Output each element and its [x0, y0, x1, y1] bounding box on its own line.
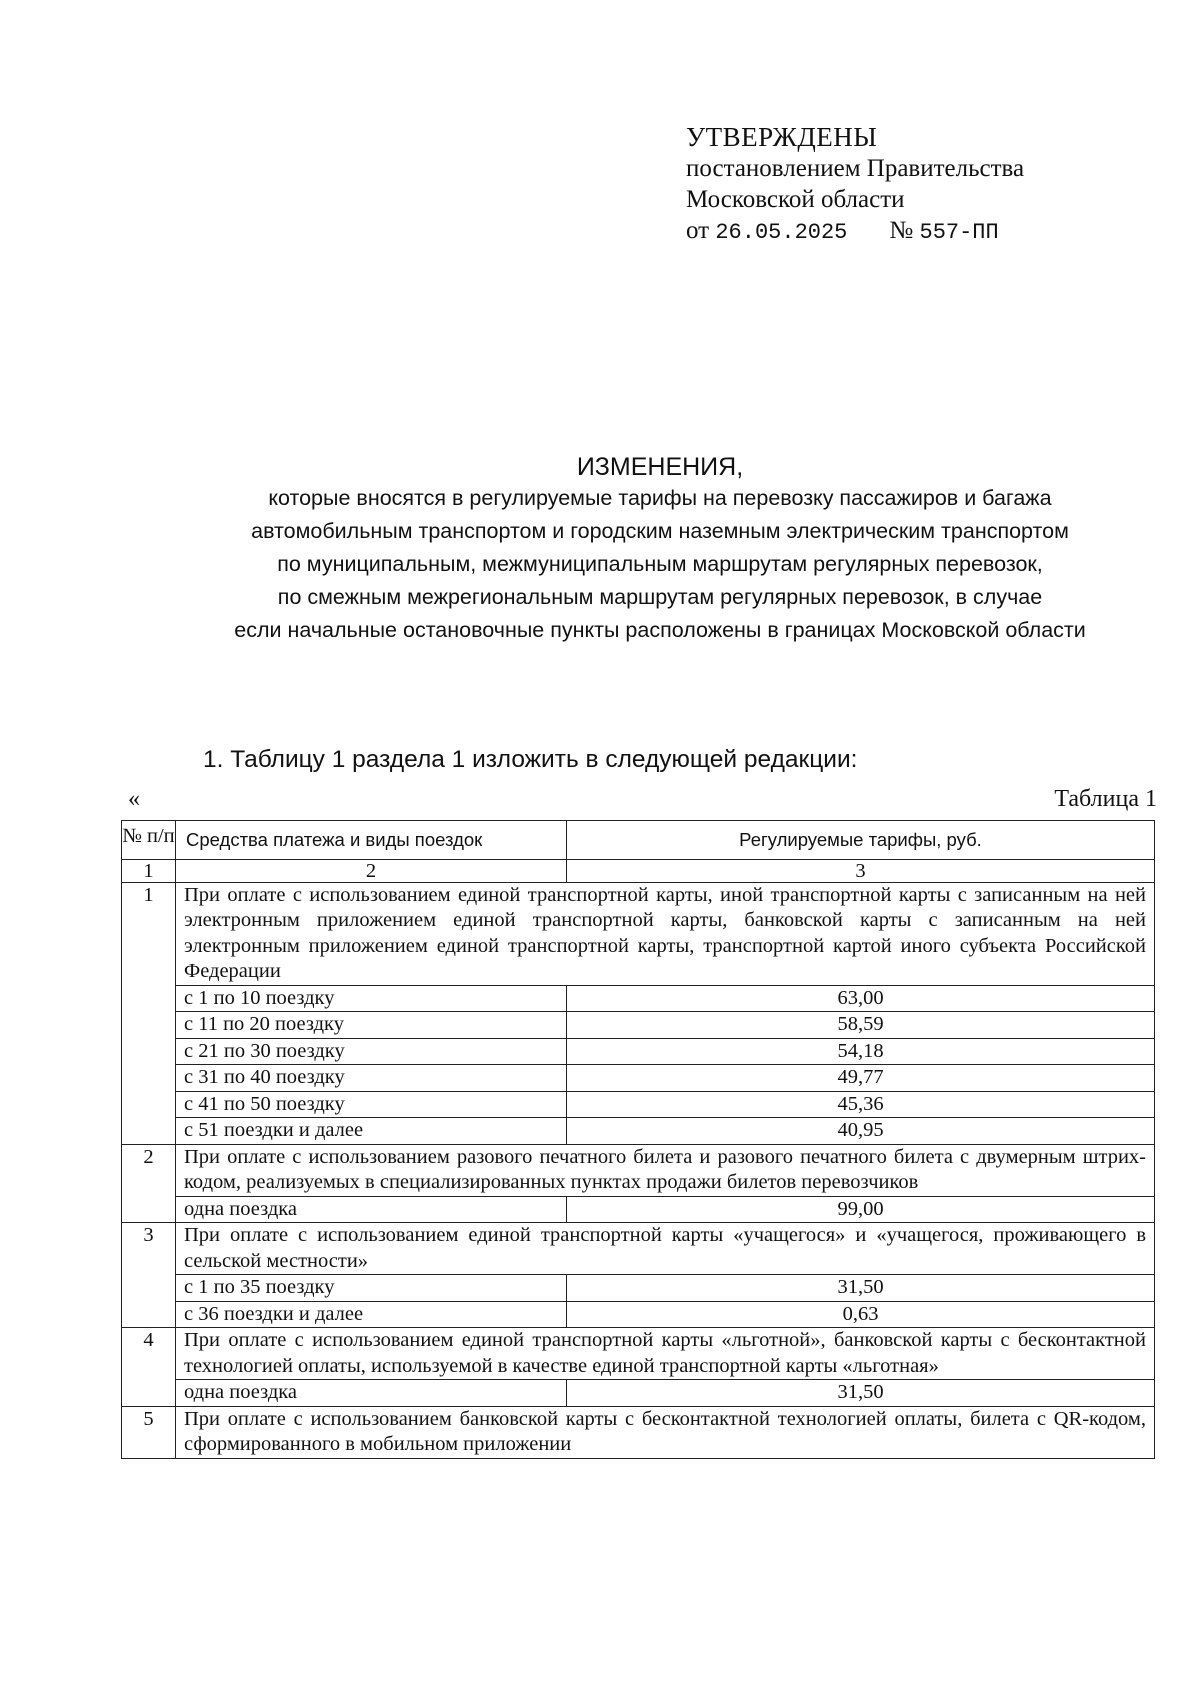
row-label: с 36 поездки и далее [176, 1301, 567, 1328]
table-caption: Таблица 1 [1054, 786, 1157, 812]
group-row [122, 1406, 1155, 1458]
group-description: При оплате с использованием банковской карты с бесконтактной технологией оплаты, билета с QR-кодом, сформированного в мобильном приложении [176, 1406, 1155, 1458]
group-description: При оплате с использованием разового печатного билета и разового печатного билета с двумерным штрих-кодом, реализуемых в специализированных пунктах продажи билетов перевозчиков [176, 1144, 1155, 1196]
group-number: 3 [122, 1223, 176, 1328]
subtitle-line-4: по смежным межрегиональным маршрутам регулярных перевозок, в случае [277, 585, 1043, 609]
group-number: 5 [122, 1406, 176, 1458]
subtitle-line-3: по муниципальным, межмуниципальным маршрутам регулярных перевозок, [277, 552, 1043, 576]
subtitle-line-2: автомобильным транспортом и городским наземным электрическим транспортом [251, 519, 1069, 543]
approval-block [686, 122, 1024, 248]
document-title-block [120, 452, 1200, 647]
date-prefix: от [686, 217, 710, 244]
table-row [122, 1301, 1155, 1328]
approval-number: 557-ПП [919, 220, 999, 245]
approval-heading: УТВЕРЖДЕНЫ [686, 122, 878, 152]
table-row [122, 1012, 1155, 1039]
table-row [122, 1118, 1155, 1145]
approval-date-line [686, 215, 1024, 248]
row-value: 63,00 [567, 985, 1155, 1012]
group-description: При оплате с использованием единой транспортной карты, иной транспортной карты с записанным на ней электронным приложением единой транспортной карты, банковской карты с записанным на ней электронным приложением единой транспортной карты, транспортной картой иного субъекта Российской Федерации [176, 882, 1155, 985]
group-description: При оплате с использованием единой транспортной карты «учащегося» и «учащегося, проживающего в сельской местности» [176, 1223, 1155, 1275]
number-sign: № [889, 217, 914, 244]
row-label: с 51 поездки и далее [176, 1118, 567, 1145]
column-index-row [122, 859, 1155, 882]
group-row [122, 1223, 1155, 1275]
row-value: 54,18 [567, 1038, 1155, 1065]
column-index-3: 3 [567, 859, 1155, 882]
header-method: Средства платежа и виды поездок [176, 821, 567, 860]
subtitle-line-5: если начальные остановочные пункты расположены в границах Московской области [234, 618, 1086, 642]
table-row [122, 1065, 1155, 1092]
approval-line-1: постановлением Правительства [686, 155, 1025, 182]
header-tariff: Регулируемые тарифы, руб. [567, 821, 1155, 860]
opening-quote: « [128, 786, 140, 812]
row-label: с 31 по 40 поездку [176, 1065, 567, 1092]
row-value: 58,59 [567, 1012, 1155, 1039]
row-label: с 1 по 10 поездку [176, 985, 567, 1012]
group-number: 2 [122, 1144, 176, 1223]
table-row [122, 1196, 1155, 1223]
group-row [122, 1328, 1155, 1380]
row-label: с 1 по 35 поездку [176, 1275, 567, 1302]
subtitle-line-1: которые вносятся в регулируемые тарифы на перевозку пассажиров и багажа [268, 486, 1052, 510]
row-label: одна поездка [176, 1380, 567, 1407]
row-label: с 11 по 20 поездку [176, 1012, 567, 1039]
header-row [122, 821, 1155, 860]
group-number: 4 [122, 1328, 176, 1407]
column-index-2: 2 [176, 859, 567, 882]
document-title: ИЗМЕНЕНИЯ, [576, 453, 744, 481]
group-number: 1 [122, 882, 176, 1144]
row-value: 0,63 [567, 1301, 1155, 1328]
row-label: с 21 по 30 поездку [176, 1038, 567, 1065]
tariffs-table [121, 820, 1155, 1459]
instruction-text: 1. Таблицу 1 раздела 1 изложить в следующей редакции: [203, 746, 858, 773]
table-row [122, 1380, 1155, 1407]
approval-line-2: Московской области [686, 186, 905, 213]
row-label: одна поездка [176, 1196, 567, 1223]
row-value: 31,50 [567, 1275, 1155, 1302]
row-label: с 41 по 50 поездку [176, 1091, 567, 1118]
table-row [122, 1038, 1155, 1065]
group-description: При оплате с использованием единой транспортной карты «льготной», банковской карты с бесконтактной технологией оплаты, используемой в качестве единой транспортной карты «льготная» [176, 1328, 1155, 1380]
group-row [122, 882, 1155, 985]
column-index-1: 1 [122, 859, 176, 882]
table-row [122, 1091, 1155, 1118]
row-value: 99,00 [567, 1196, 1155, 1223]
header-num: № п/п [122, 821, 176, 860]
approval-date: 26.05.2025 [715, 220, 848, 245]
group-row [122, 1144, 1155, 1196]
row-value: 45,36 [567, 1091, 1155, 1118]
row-value: 40,95 [567, 1118, 1155, 1145]
row-value: 31,50 [567, 1380, 1155, 1407]
table-row [122, 985, 1155, 1012]
row-value: 49,77 [567, 1065, 1155, 1092]
table-row [122, 1275, 1155, 1302]
